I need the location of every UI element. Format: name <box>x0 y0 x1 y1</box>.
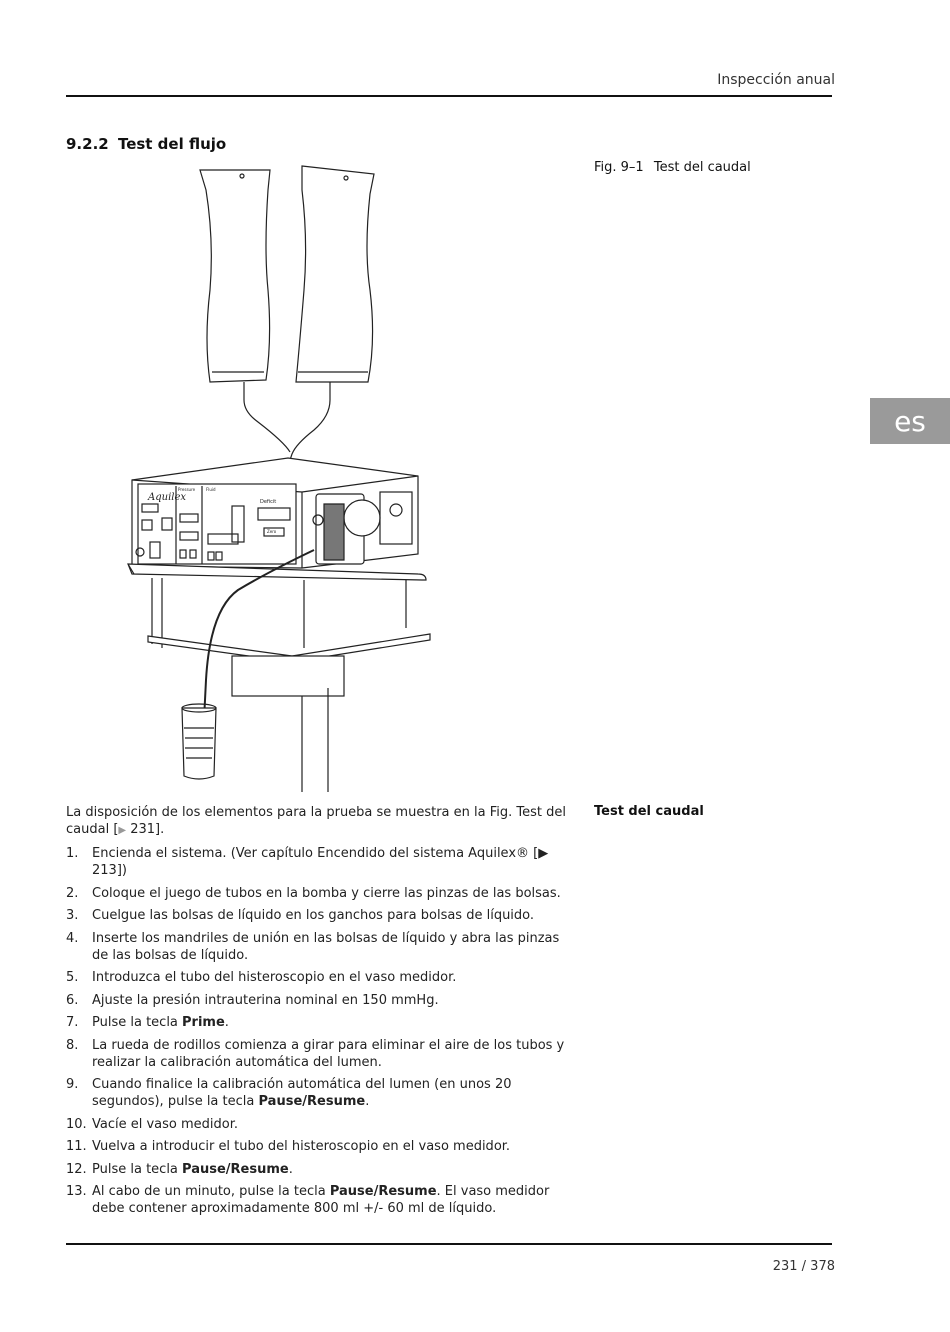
section-number: 9.2.2 <box>66 135 109 153</box>
step-item: 13. Al cabo de un minuto, pulse la tecla Pause/Resume. El vaso medidor debe contener aproximadamente 800 ml +/- 60 ml de líquido. <box>66 1184 550 1216</box>
section-title: Test del flujo <box>117 135 227 153</box>
section-heading <box>66 135 226 153</box>
step-item: 3. Cuelgue las bolsas de líquido en los ganchos para bolsas de líquido. <box>66 908 535 923</box>
language-tab[interactable]: es <box>870 398 950 444</box>
key-name: Pause/Resume <box>258 1094 366 1109</box>
flow-test-illustration <box>118 160 448 792</box>
step-item: 8. La rueda de rodillos comienza a girar para eliminar el aire de los tubos y realizar la calibración automática del lumen. <box>66 1037 565 1070</box>
measuring-beaker <box>182 704 216 779</box>
figure-caption <box>594 160 751 175</box>
key-name: Prime <box>182 1015 225 1030</box>
svg-text:Zero: Zero <box>267 529 277 534</box>
fluid-bag-right <box>296 166 374 400</box>
intro-paragraph: La disposición de los elementos para la prueba se muestra en la Fig. Test del caudal [▶ 231]. <box>66 805 566 837</box>
device-brand: Aquilex <box>148 492 187 503</box>
page-reference-link[interactable]: 231 <box>126 822 156 837</box>
step-item: 6. Ajuste la presión intrauterina nominal en 150 mmHg. <box>66 992 439 1008</box>
fluid-bag-left <box>200 170 270 400</box>
step-item: 11. Vuelva a introducir el tubo del histeroscopio en el vaso medidor. <box>66 1139 511 1154</box>
svg-text:Pressure: Pressure <box>178 487 196 492</box>
footer-rule <box>66 1243 832 1245</box>
step-item: 4. Inserte los mandriles de unión en las bolsas de líquido y abra las pinzas de las bolsas de líquido. <box>66 930 560 963</box>
pump-device <box>132 458 418 568</box>
side-note: Test del caudal <box>594 804 704 819</box>
cart-base-box <box>232 656 344 696</box>
figure-caption-text: Test del caudal <box>653 160 751 175</box>
figure-label: Fig. 9–1 <box>594 160 644 175</box>
key-name: Pause/Resume <box>182 1161 289 1177</box>
svg-text:Deficit: Deficit <box>260 499 277 505</box>
step-item: 12. Pulse la tecla Pause/Resume. <box>66 1161 293 1177</box>
svg-text:Fluid: Fluid <box>206 487 216 492</box>
equipment-cart <box>128 564 430 792</box>
step-item: 5. Introduzca el tubo del histeroscopio en el vaso medidor. <box>66 970 457 985</box>
page-number: 231 / 378 <box>772 1259 835 1274</box>
step-item: 9. Cuando finalice la calibración automática del lumen (en unos 20 segundos), pulse la tecla Pause/Resume. <box>66 1077 512 1109</box>
header-rule <box>66 95 832 97</box>
key-name: Pause/Resume <box>329 1184 437 1199</box>
step-item: 7. Pulse la tecla Prime. <box>66 1015 229 1030</box>
xref-arrow-icon: ▶ <box>118 825 127 836</box>
step-item: 2. Coloque el juego de tubos en la bomba y cierre las pinzas de las bolsas. <box>66 885 561 901</box>
running-header: Inspección anual <box>717 72 835 88</box>
step-item: 1. Encienda el sistema. (Ver capítulo Encendido del sistema Aquilex® [▶ 213]) <box>66 846 549 878</box>
step-item: 10. Vacíe el vaso medidor. <box>66 1116 239 1132</box>
procedure-steps <box>66 845 574 1223</box>
